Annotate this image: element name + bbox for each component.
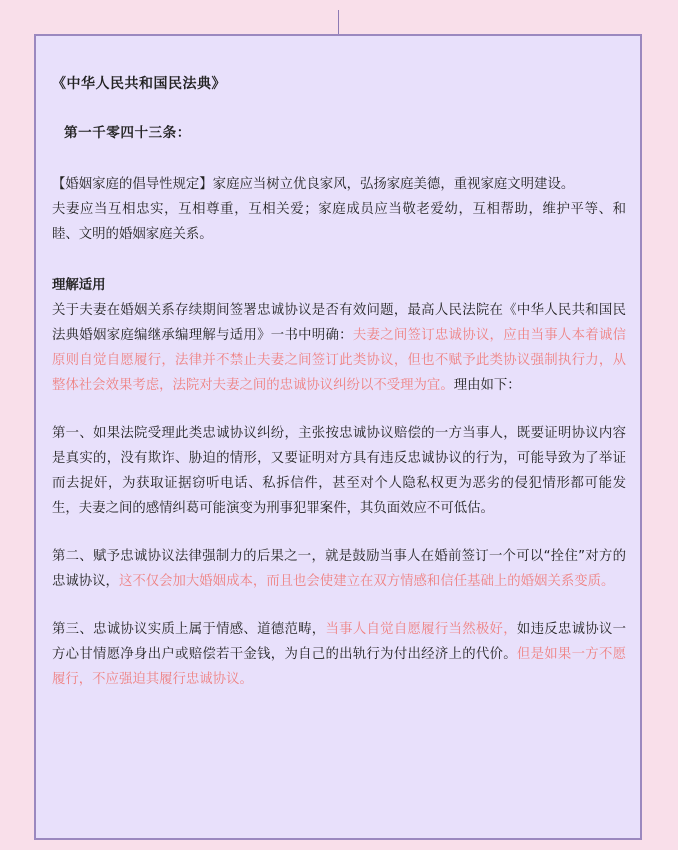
reason-3-highlight-1: 当事人自觉自愿履行当然极好， xyxy=(325,622,517,637)
reason-2-highlight: 这不仅会加大婚姻成本，而且也会使建立在双方情感和信任基础上的婚姻关系变质。 xyxy=(118,574,615,589)
law-title: 《中华人民共和国民法典》 xyxy=(52,76,226,92)
reason-3-text-2: 如违反忠诚协议一方心甘情愿净身出户或赔偿若干金钱，为自己的出轨行为付出经济上的代价。 xyxy=(52,622,627,662)
interpretation-highlight: 夫妻之间签订忠诚协议，应由当事人本着诚信原则自觉自愿履行，法律并不禁止夫妻之间签订此类协议，但也不赋予此类协议强制执行力，从整体社会效果考虑，法院对夫妻之间的忠诚协议纠纷以不受理为宜。 xyxy=(52,328,627,393)
article-heading: 第一千零四十三条： xyxy=(64,125,191,141)
interpretation-text-end: 理由如下： xyxy=(453,378,521,393)
section-heading: 理解适用 xyxy=(52,278,106,293)
interpretation-paragraph xyxy=(52,298,626,398)
reason-2-text: 第二、赋予忠诚协议法律强制力的后果之一，就是鼓励当事人在婚前签订一个可以“拴住”对方的忠诚协议， xyxy=(52,549,626,589)
article-card xyxy=(34,34,642,840)
article-paragraph-2: 夫妻应当互相忠实，互相尊重，互相关爱；家庭成员应当敬老爱幼，互相帮助，维护平等、和睦、文明的婚姻家庭关系。 xyxy=(52,202,626,242)
reason-3-highlight-2: 但是如果一方不愿履行，不应强迫其履行忠诚协议。 xyxy=(52,647,627,687)
reason-paragraph-3 xyxy=(52,617,626,692)
reason-paragraph-2 xyxy=(52,544,626,594)
reason-3-text: 第三、忠诚协议实质上属于情感、道德范畴， xyxy=(52,622,326,637)
article-paragraph-1: 【婚姻家庭的倡导性规定】家庭应当树立优良家风，弘扬家庭美德，重视家庭文明建设。 xyxy=(52,177,575,192)
top-divider-line xyxy=(338,10,339,34)
reason-paragraph-1: 第一、如果法院受理此类忠诚协议纠纷，主张按忠诚协议赔偿的一方当事人，既要证明协议内容是真实的，没有欺诈、胁迫的情形，又要证明对方具有违反忠诚协议的行为，可能导致为了举证而去捉奸，为获取证据窃听电话、私拆信件，甚至对个人隐私权更为恶劣的侵犯情形都可能发生，夫妻之间的感情纠葛可能演变为刑事犯罪案件，其负面效应不可低估。 xyxy=(52,426,626,516)
interpretation-text: 关于夫妻在婚姻关系存续期间签署忠诚协议是否有效问题，最高人民法院在《中华人民共和国民法典婚姻家庭编继承编理解与适用》一书中明确： xyxy=(52,303,626,343)
